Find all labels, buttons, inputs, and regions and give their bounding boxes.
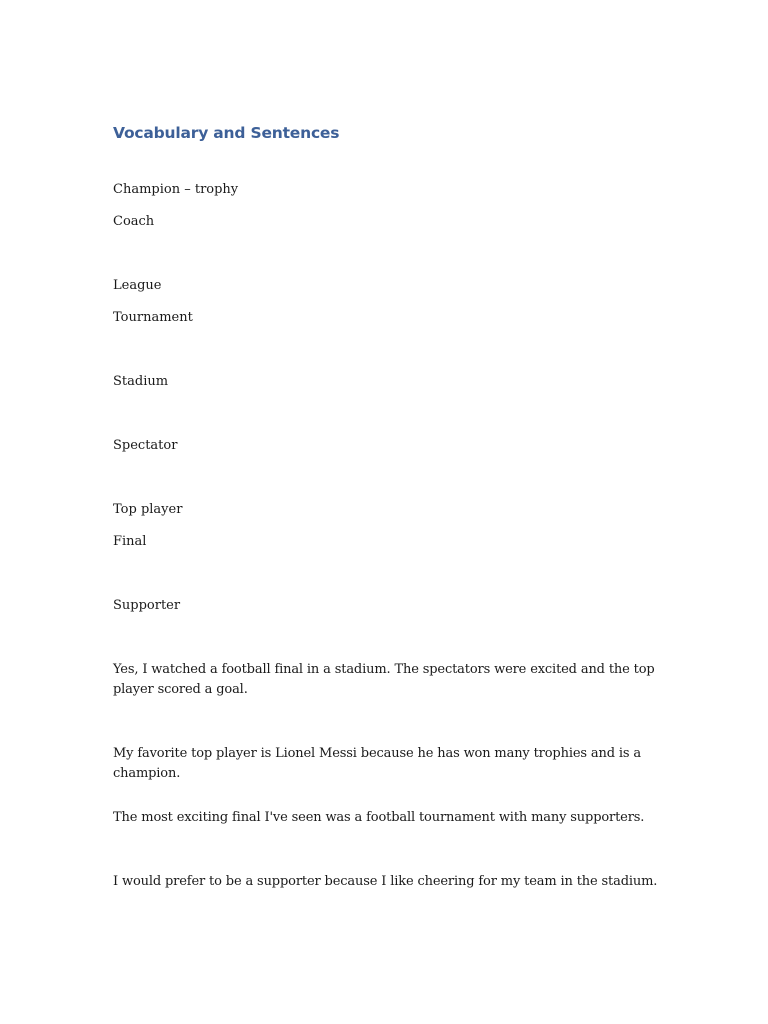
- vocab-item-spectator: Spectator: [113, 438, 178, 453]
- vocab-item-final: Final: [113, 534, 147, 549]
- vocab-item-champion: Champion – trophy: [113, 182, 239, 197]
- vocab-item-supporter: Supporter: [113, 598, 181, 613]
- vocab-item-league: League: [113, 278, 162, 293]
- sentence-paragraph: I would prefer to be a supporter because I like cheering for my team in the stadium.: [113, 874, 658, 889]
- sentence-paragraph: My favorite top player is Lionel Messi because he has won many trophies and is a champion.: [113, 746, 641, 781]
- sentence-paragraph: The most exciting final I've seen was a football tournament with many supporters.: [113, 810, 645, 825]
- vocab-item-stadium: Stadium: [113, 374, 169, 389]
- sentence-paragraph: Yes, I watched a football final in a stadium. The spectators were excited and the top player scored a goal.: [113, 662, 655, 697]
- document-heading: Vocabulary and Sentences: [113, 124, 340, 142]
- vocab-item-top-player: Top player: [113, 502, 183, 517]
- vocab-item-tournament: Tournament: [113, 310, 193, 325]
- vocab-item-coach: Coach: [113, 214, 155, 229]
